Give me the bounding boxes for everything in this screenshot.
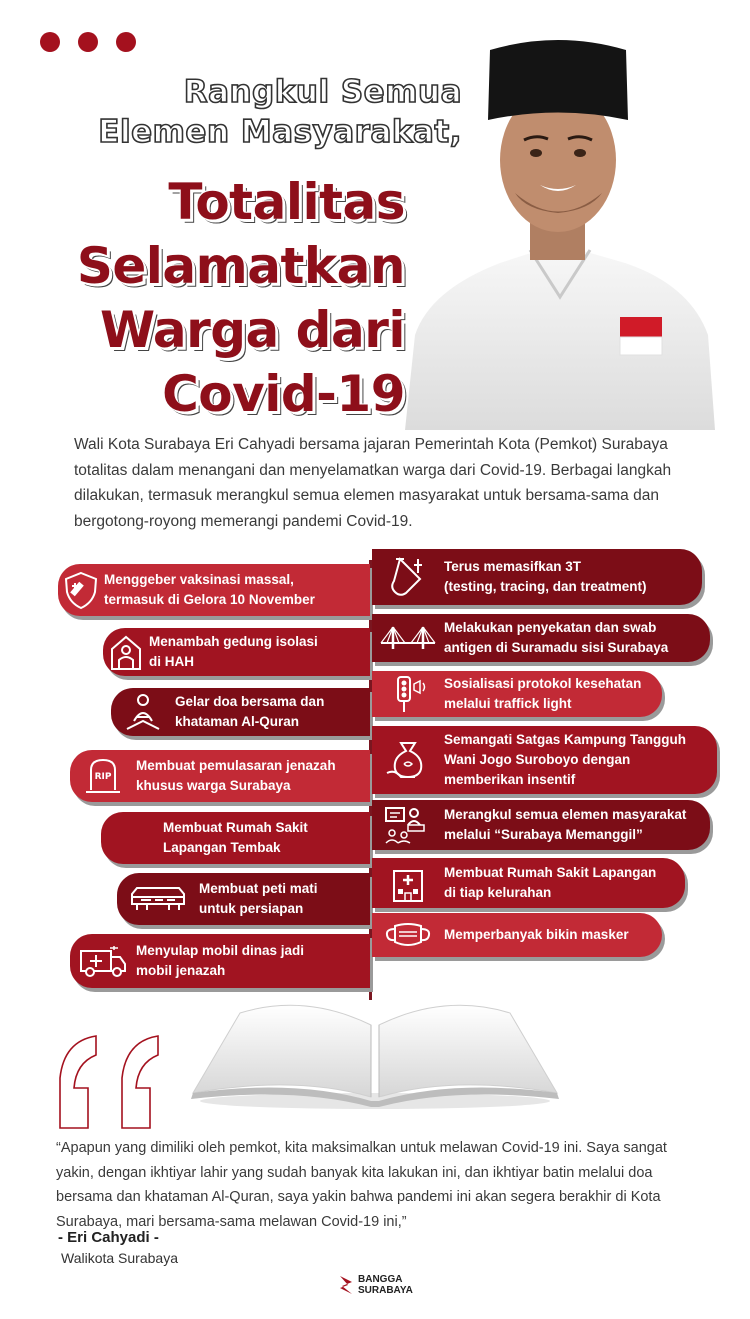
right-item-line: Melakukan penyekatan dan swab (444, 620, 657, 635)
left-item-prayer (111, 688, 370, 736)
headline-red-3: Warga dari (99, 301, 405, 359)
right-item-line: Wani Jogo Suroboyo dengan (444, 752, 631, 767)
left-item-funeral (70, 750, 370, 802)
right-item-line: antigen di Suramadu sisi Surabaya (444, 640, 669, 655)
left-item-field-hospital (101, 812, 370, 864)
left-item-line: untuk persiapan (199, 901, 304, 916)
money-bag-icon (372, 737, 444, 783)
right-item-line: (testing, tracing, dan treatment) (444, 579, 647, 594)
left-item-line: Menggeber vaksinasi massal, (104, 572, 294, 587)
svg-text:RIP: RIP (94, 772, 112, 782)
right-item-line: Membuat Rumah Sakit Lapangan (444, 865, 657, 880)
brand-line-2: SURABAYA (358, 1285, 413, 1296)
left-item-line: khataman Al-Quran (175, 714, 300, 729)
right-item-line: Semangati Satgas Kampung Tangguh (444, 732, 687, 747)
open-book-icon (185, 995, 565, 1113)
headline-line-1: Rangkul Semua (183, 74, 462, 110)
left-item-line: di HAH (149, 654, 194, 669)
speaker-audience-icon (372, 805, 444, 845)
quote-text: “Apapun yang dimiliki oleh pemkot, kita maksimalkan untuk melawan Covid-19 ini. Saya sangat yakin, dengan ikhtiyar lahir yang sudah banyak kita lakukan ini, dan ikhtiyar batin melalui doa bersama dan khataman Al-Quran, saya yakin bahwa pandemi ini akan segera berakhir di Kota Surabaya, mari bersama-sama melawan Covid-19 ini,” (56, 1140, 667, 1230)
right-item-suramadu (372, 614, 710, 662)
brand-mark-icon (338, 1274, 354, 1296)
brand-logo (338, 1274, 413, 1296)
portrait-photo (390, 35, 720, 430)
vaccine-shield-icon (58, 570, 104, 610)
quote-author: - Eri Cahyadi - (58, 1229, 159, 1246)
left-item-line: Gelar doa bersama dan (175, 694, 325, 709)
traffic-light-icon (372, 674, 444, 714)
left-item-line: mobil jenazah (136, 963, 226, 978)
right-item-surabaya-memanggil (372, 800, 710, 850)
intro-paragraph: Wali Kota Surabaya Eri Cahyadi bersama jajaran Pemerintah Kota (Pemkot) Surabaya totalitas dalam menangani dan menyelamatkan warga dari Covid-19. Berbagai langkah dilakukan, termasuk merangkul semua elemen masyarakat untuk bersama-sama dan bergotong-royong memerangi pandemi Covid-19. (74, 436, 672, 530)
test-tube-icon (372, 555, 444, 599)
decorative-dots (40, 32, 136, 52)
headline-line-2: Elemen Masyarakat, (98, 114, 462, 150)
right-item-mask (372, 913, 662, 957)
right-item-line: Merangkul semua elemen masyarakat (444, 807, 687, 822)
dot (78, 32, 98, 52)
headline-red-4: Covid-19 (162, 365, 405, 423)
left-item-line: Membuat Rumah Sakit (163, 820, 308, 835)
headline-red-2: Selamatkan (76, 237, 405, 295)
left-item-line: Membuat pemulasaran jenazah (136, 758, 336, 773)
dot (40, 32, 60, 52)
left-item-line: Menyulap mobil dinas jadi (136, 943, 305, 958)
left-item-line: Membuat peti mati (199, 881, 318, 896)
left-item-isolation (103, 628, 370, 676)
right-item-line: memberikan insentif (444, 772, 576, 787)
right-item-incentive (372, 726, 717, 794)
coffin-icon (117, 886, 199, 912)
mask-icon (372, 920, 444, 950)
praying-person-icon (111, 691, 175, 733)
right-item-line: Memperbanyak bikin masker (444, 927, 629, 942)
right-item-line: di tiap kelurahan (444, 885, 552, 900)
right-item-traffic-light (372, 671, 662, 717)
brand-line-1: BANGGA (358, 1274, 403, 1285)
quote-author-role: Walikota Surabaya (61, 1250, 178, 1266)
left-item-line: khusus warga Surabaya (136, 778, 291, 793)
right-item-line: melalui “Surabaya Memanggil” (444, 827, 643, 842)
headline-red-1: Totalitas (168, 173, 405, 231)
left-item-vaccination (58, 564, 370, 616)
right-item-kelurahan-hospital (372, 858, 685, 908)
rip-grave-icon (70, 756, 136, 796)
ambulance-icon (70, 943, 136, 979)
right-item-line: melalui traffick light (444, 696, 572, 711)
isolation-house-icon (103, 633, 149, 671)
quote-mark-icon (56, 1033, 166, 1133)
dot (116, 32, 136, 52)
right-item-3t (372, 549, 702, 605)
left-item-ambulance (70, 934, 370, 988)
left-item-line: Menambah gedung isolasi (149, 634, 318, 649)
left-item-coffin (117, 873, 370, 925)
left-item-line: Lapangan Tembak (163, 840, 281, 855)
right-item-line: Terus memasifkan 3T (444, 559, 582, 574)
bridge-icon (372, 623, 444, 653)
right-item-line: Sosialisasi protokol kesehatan (444, 676, 642, 691)
left-item-line: termasuk di Gelora 10 November (104, 592, 315, 607)
hospital-icon (372, 863, 444, 903)
